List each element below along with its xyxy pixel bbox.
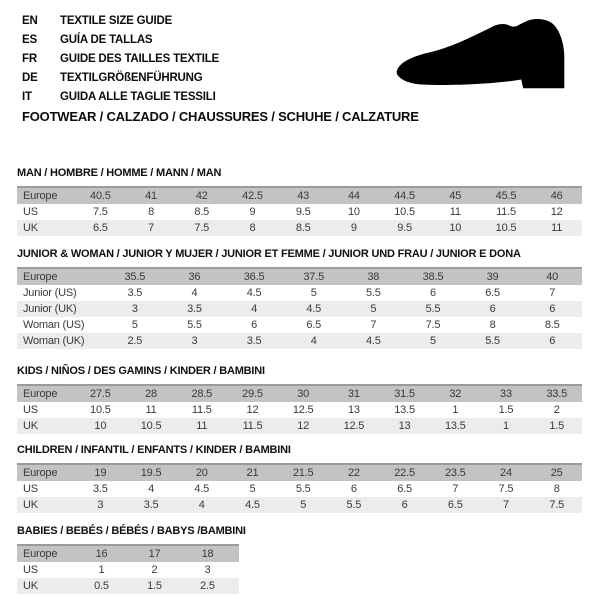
size-cell: 9 xyxy=(350,222,357,234)
size-cell: 5.5 xyxy=(425,303,441,315)
size-cell: 3.5 xyxy=(127,287,143,299)
language-label: GUIDE DES TAILLES TEXTILE xyxy=(60,53,219,65)
table-row xyxy=(17,188,582,204)
size-cell: 1.5 xyxy=(549,420,565,432)
size-cell: 2.5 xyxy=(127,335,143,347)
size-cell: 7 xyxy=(549,287,556,299)
size-cell: 43 xyxy=(297,190,310,202)
category-heading: FOOTWEAR / CALZADO / CHAUSSURES / SCHUHE / CALZATURE xyxy=(22,109,419,124)
size-cell: 7.5 xyxy=(425,319,441,331)
table-row xyxy=(17,204,582,220)
size-cell: 6.5 xyxy=(485,287,500,299)
size-cell: 8.5 xyxy=(194,206,210,218)
size-cell: 10 xyxy=(94,420,107,432)
size-cell: 13.5 xyxy=(444,420,466,432)
size-cell: 40 xyxy=(546,271,559,283)
size-table-section xyxy=(17,365,582,434)
language-code: FR xyxy=(22,53,37,65)
row-label: Junior (US) xyxy=(23,287,77,299)
size-cell: 5.5 xyxy=(346,499,362,511)
size-cell: 11.5 xyxy=(242,420,263,432)
size-cell: 21 xyxy=(246,467,259,479)
size-cell: 8 xyxy=(249,222,256,234)
size-cell: 5 xyxy=(310,287,317,299)
row-label: Junior (UK) xyxy=(23,303,77,315)
size-cell: 6 xyxy=(401,499,408,511)
size-table-section xyxy=(17,167,582,236)
size-cell: 10 xyxy=(347,206,360,218)
table-row xyxy=(17,418,582,434)
size-cell: 33.5 xyxy=(546,388,567,400)
size-cell: 25 xyxy=(550,467,563,479)
size-cell: 13.5 xyxy=(394,404,415,416)
row-label: Europe xyxy=(23,467,58,479)
size-cell: 3 xyxy=(97,499,104,511)
size-cell: 12 xyxy=(246,404,259,416)
size-cell: 18 xyxy=(201,548,214,560)
size-cell: 29.5 xyxy=(242,388,263,400)
row-label: US xyxy=(23,564,38,576)
size-table xyxy=(17,186,582,236)
size-cell: 31 xyxy=(347,388,360,400)
size-cell: 11 xyxy=(551,222,563,234)
size-cell: 11 xyxy=(449,206,461,218)
size-cell: 44 xyxy=(347,190,360,202)
table-row xyxy=(17,497,582,513)
size-cell: 27.5 xyxy=(90,388,111,400)
row-label: Europe xyxy=(23,388,58,400)
size-cell: 22.5 xyxy=(394,467,415,479)
language-label: TEXTILGRÖßENFÜHRUNG xyxy=(60,72,203,84)
size-cell: 35.5 xyxy=(124,271,146,283)
table-row xyxy=(17,333,582,349)
size-cell: 10.5 xyxy=(90,404,111,416)
size-cell: 7 xyxy=(452,483,459,495)
size-cell: 45 xyxy=(449,190,462,202)
size-cell: 3 xyxy=(204,564,211,576)
size-cell: 42.5 xyxy=(242,190,263,202)
size-cell: 5.5 xyxy=(187,319,202,331)
shoe-icon xyxy=(392,12,578,96)
row-label: US xyxy=(23,483,38,495)
row-label: Europe xyxy=(23,548,58,560)
size-cell: 5.5 xyxy=(365,287,381,299)
size-cell: 20 xyxy=(195,467,208,479)
size-cell: 4.5 xyxy=(245,499,260,511)
size-cell: 5 xyxy=(370,303,377,315)
size-cell: 6.5 xyxy=(306,319,322,331)
size-cell: 11 xyxy=(145,404,157,416)
size-cell: 11.5 xyxy=(496,206,516,218)
size-cell: 5 xyxy=(429,335,436,347)
row-label: UK xyxy=(23,499,38,511)
size-cell: 6.5 xyxy=(93,222,108,234)
size-cell: 6 xyxy=(251,319,258,331)
size-cell: 19.5 xyxy=(140,467,162,479)
size-cell: 6.5 xyxy=(397,483,412,495)
size-cell: 19 xyxy=(94,467,107,479)
size-cell: 7 xyxy=(370,319,377,331)
language-list xyxy=(22,12,219,107)
table-row xyxy=(17,465,582,481)
size-cell: 5 xyxy=(249,483,256,495)
size-cell: 12 xyxy=(297,420,310,432)
table-row xyxy=(17,578,239,594)
row-label: US xyxy=(23,206,38,218)
row-label: UK xyxy=(23,580,38,592)
size-table-title: BABIES / BEBÉS / BÉBÉS / BABYS /BAMBINI xyxy=(17,525,246,537)
row-label: UK xyxy=(23,420,38,432)
size-table-title: CHILDREN / INFANTIL / ENFANTS / KINDER / BAMBINI xyxy=(17,444,291,456)
size-cell: 13 xyxy=(398,420,411,432)
table-row xyxy=(17,546,239,562)
size-cell: 30 xyxy=(297,388,310,400)
size-cell: 22 xyxy=(347,467,360,479)
size-cell: 4 xyxy=(310,335,317,347)
size-cell: 0.5 xyxy=(94,580,109,592)
size-table xyxy=(17,267,582,349)
table-row xyxy=(17,402,582,418)
size-table-section xyxy=(17,444,582,513)
size-cell: 6 xyxy=(350,483,357,495)
size-cell: 7.5 xyxy=(549,499,565,511)
size-cell: 3.5 xyxy=(93,483,108,495)
size-cell: 4.5 xyxy=(306,303,322,315)
language-code: ES xyxy=(22,34,37,46)
table-row xyxy=(17,562,239,578)
size-cell: 4 xyxy=(191,287,198,299)
language-code: IT xyxy=(22,91,32,103)
size-cell: 16 xyxy=(95,548,108,560)
language-row xyxy=(22,12,219,31)
size-cell: 12 xyxy=(550,206,563,218)
table-row xyxy=(17,481,582,497)
size-cell: 21.5 xyxy=(292,467,314,479)
size-cell: 8 xyxy=(489,319,496,331)
language-label: TEXTILE SIZE GUIDE xyxy=(60,15,173,27)
size-cell: 37.5 xyxy=(303,271,324,283)
table-row xyxy=(17,220,582,236)
language-row xyxy=(22,31,219,50)
size-cell: 40.5 xyxy=(90,190,111,202)
size-cell: 23.5 xyxy=(444,467,466,479)
size-table xyxy=(17,384,582,434)
size-cell: 12.5 xyxy=(343,420,365,432)
size-cell: 12.5 xyxy=(292,404,314,416)
size-cell: 5.5 xyxy=(485,335,500,347)
size-cell: 39 xyxy=(486,271,499,283)
size-cell: 2.5 xyxy=(200,580,215,592)
size-cell: 7 xyxy=(148,222,155,234)
size-cell: 6 xyxy=(549,303,556,315)
language-code: EN xyxy=(22,15,38,27)
table-row xyxy=(17,386,582,402)
size-cell: 10.5 xyxy=(495,222,517,234)
size-cell: 4.5 xyxy=(365,335,381,347)
size-table-section xyxy=(17,248,582,349)
size-cell: 4 xyxy=(148,483,155,495)
size-cell: 41 xyxy=(145,190,157,202)
language-row xyxy=(22,69,219,88)
table-row xyxy=(17,301,582,317)
size-cell: 3.5 xyxy=(143,499,159,511)
language-label: GUÍA DE TALLAS xyxy=(60,34,153,46)
size-cell: 8.5 xyxy=(295,222,311,234)
size-cell: 46 xyxy=(550,190,563,202)
size-cell: 1.5 xyxy=(498,404,514,416)
table-row xyxy=(17,269,582,285)
language-label: GUIDA ALLE TAGLIE TESSILI xyxy=(60,91,216,103)
size-table xyxy=(17,463,582,513)
size-cell: 7.5 xyxy=(498,483,514,495)
language-row xyxy=(22,50,219,69)
language-row xyxy=(22,88,219,107)
size-table-title: KIDS / NIÑOS / DES GAMINS / KINDER / BAMBINI xyxy=(17,365,265,377)
size-cell: 32 xyxy=(449,388,462,400)
size-cell: 7.5 xyxy=(93,206,108,218)
size-cell: 36 xyxy=(188,271,201,283)
size-cell: 10.5 xyxy=(140,420,162,432)
size-cell: 44.5 xyxy=(394,190,415,202)
table-row xyxy=(17,285,582,301)
size-cell: 38.5 xyxy=(422,271,444,283)
size-cell: 11.5 xyxy=(191,404,212,416)
size-cell: 3.5 xyxy=(187,303,202,315)
row-label: Woman (UK) xyxy=(23,335,85,347)
row-label: Europe xyxy=(23,190,58,202)
size-cell: 2 xyxy=(553,404,560,416)
table-row xyxy=(17,317,582,333)
size-cell: 45.5 xyxy=(495,190,517,202)
size-cell: 4 xyxy=(198,499,205,511)
size-cell: 1.5 xyxy=(147,580,162,592)
size-table-section xyxy=(17,525,582,594)
size-table-title: MAN / HOMBRE / HOMME / MANN / MAN xyxy=(17,167,222,179)
size-cell: 6 xyxy=(429,287,436,299)
size-cell: 13 xyxy=(347,404,360,416)
size-cell: 9 xyxy=(249,206,256,218)
size-cell: 3 xyxy=(131,303,138,315)
size-cell: 8 xyxy=(553,483,560,495)
size-cell: 3.5 xyxy=(246,335,262,347)
size-table xyxy=(17,544,239,594)
size-cell: 10.5 xyxy=(394,206,415,218)
size-cell: 5 xyxy=(300,499,307,511)
size-cell: 5.5 xyxy=(295,483,311,495)
size-cell: 7 xyxy=(503,499,509,511)
size-cell: 1 xyxy=(98,564,105,576)
row-label: Europe xyxy=(23,271,58,283)
language-code: DE xyxy=(22,72,38,84)
size-cell: 9.5 xyxy=(397,222,412,234)
size-cell: 42 xyxy=(195,190,208,202)
size-cell: 4.5 xyxy=(194,483,210,495)
size-cell: 8 xyxy=(148,206,155,218)
size-cell: 24 xyxy=(500,467,512,479)
size-cell: 8.5 xyxy=(544,319,560,331)
size-cell: 11 xyxy=(196,420,208,432)
size-cell: 10 xyxy=(449,222,462,234)
row-label: UK xyxy=(23,222,38,234)
size-table-title: JUNIOR & WOMAN / JUNIOR Y MUJER / JUNIOR ET FEMME / JUNIOR UND FRAU / JUNIOR E DONA xyxy=(17,248,521,260)
row-label: US xyxy=(23,404,38,416)
size-cell: 4.5 xyxy=(246,287,262,299)
size-cell: 17 xyxy=(148,548,161,560)
size-cell: 4 xyxy=(251,303,258,315)
size-cell: 6.5 xyxy=(447,499,463,511)
size-cell: 5 xyxy=(131,319,138,331)
size-cell: 28 xyxy=(145,388,157,400)
size-cell: 3 xyxy=(191,335,198,347)
size-cell: 9.5 xyxy=(295,206,311,218)
size-cell: 6 xyxy=(489,303,496,315)
size-cell: 36.5 xyxy=(243,271,265,283)
size-cell: 31.5 xyxy=(394,388,415,400)
size-cell: 7.5 xyxy=(194,222,210,234)
size-cell: 1 xyxy=(452,404,459,416)
size-cell: 1 xyxy=(503,420,509,432)
size-cell: 38 xyxy=(367,271,380,283)
size-cell: 6 xyxy=(549,335,556,347)
size-cell: 2 xyxy=(151,564,158,576)
size-cell: 33 xyxy=(500,388,512,400)
row-label: Woman (US) xyxy=(23,319,85,331)
size-cell: 28.5 xyxy=(191,388,213,400)
